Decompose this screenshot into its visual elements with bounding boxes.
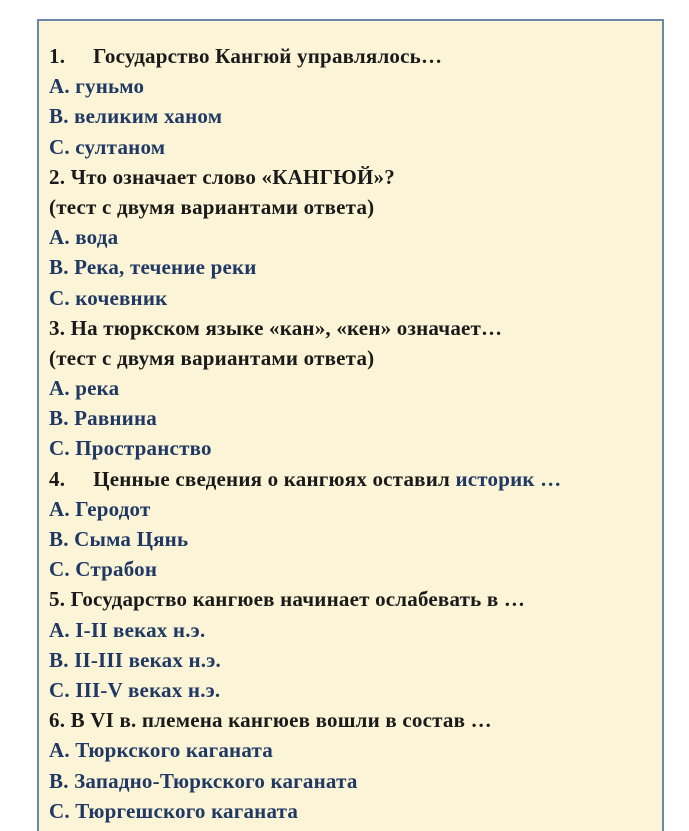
answer-3a: А. река — [49, 376, 120, 401]
question-2-note: (тест с двумя вариантами ответа) — [49, 194, 375, 219]
answer-6a: А. Тюркского каганата — [49, 738, 273, 763]
answer-2c: С. кочевник — [49, 285, 168, 310]
answer-6c: С. Тюргешского каганата — [49, 798, 299, 823]
answer-3b: В. Равнина — [49, 406, 157, 431]
question-1-number: 1. — [49, 44, 66, 68]
answer-4a: А. Геродот — [49, 496, 151, 521]
question-4 — [49, 464, 662, 494]
answer-1c: С. султаном — [49, 134, 166, 159]
question-1-text: Государство Кангюй управлялось… — [93, 44, 443, 68]
question-4-number: 4. — [49, 466, 66, 491]
question-2: 2. Что означает слово «КАНГЮЙ»? — [49, 164, 395, 189]
answer-6b: В. Западно-Тюркского каганата — [49, 768, 358, 793]
quiz-lines — [49, 41, 662, 826]
question-3-note: (тест с двумя вариантами ответа) — [49, 345, 375, 370]
answer-2a: А. вода — [49, 225, 119, 250]
quiz-card — [37, 19, 664, 831]
question-4-tail: историк … — [455, 466, 562, 491]
answer-3c: С. Пространство — [49, 436, 212, 461]
answer-4c: С. Страбон — [49, 557, 158, 582]
answer-5b: В. II-III веках н.э. — [49, 647, 221, 672]
question-1 — [49, 41, 662, 71]
question-5: 5. Государство кангюев начинает ослабевать в … — [49, 587, 526, 612]
answer-4b: В. Сыма Цянь — [49, 527, 189, 551]
answer-5a: А. I-II веках н.э. — [49, 617, 206, 642]
question-3: 3. На тюркском языке «кан», «кен» означает… — [49, 315, 503, 340]
question-4-text: Ценные сведения о кангюях оставил — [93, 466, 450, 491]
question-6: 6. В VI в. племена кангюев вошли в состав … — [49, 708, 492, 733]
answer-2b: В. Река, течение реки — [49, 255, 257, 280]
answer-1b: В. великим ханом — [49, 104, 223, 129]
answer-5c: С. III-V веках н.э. — [49, 677, 221, 702]
answer-1a: А. гуньмо — [49, 74, 145, 99]
